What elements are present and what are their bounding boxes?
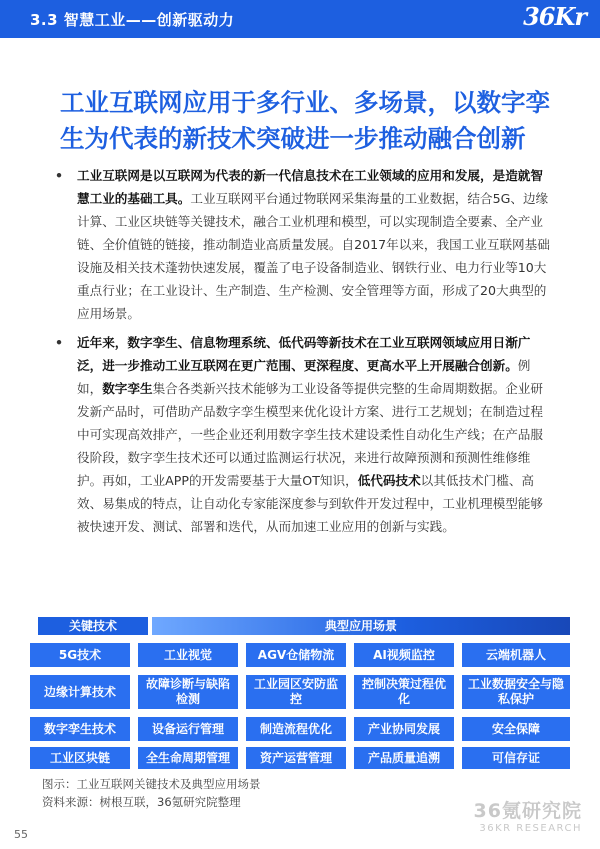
scene-tile: 云端机器人 <box>462 643 570 667</box>
scene-tile: 产业协同发展 <box>354 717 454 741</box>
key-tech-header: 关键技术 <box>38 617 148 635</box>
bullet-marker: • <box>55 168 64 183</box>
watermark-en: 36KR RESEARCH <box>479 823 582 834</box>
tech-tile: 工业区块链 <box>30 747 130 769</box>
scene-tile: 安全保障 <box>462 717 570 741</box>
bullet-bold-term: 数字孪生 <box>102 381 153 396</box>
page-headline: 工业互联网应用于多行业、多场景，以数字孪生为代表的新技术突破进一步推动融合创新 <box>60 88 550 153</box>
scene-tile: AGV仓储物流 <box>246 643 346 667</box>
page-number: 55 <box>14 828 28 841</box>
bullet-text: 例如， <box>77 358 531 396</box>
bullet-item <box>55 331 555 538</box>
bullet-marker: • <box>55 335 64 350</box>
scene-tile: 故障诊断与缺陷检测 <box>138 675 238 709</box>
scene-tile: AI视频监控 <box>354 643 454 667</box>
tech-tile: 5G技术 <box>30 643 130 667</box>
section-title: 3.3 智慧工业——创新驱动力 <box>30 11 235 29</box>
watermark <box>474 796 582 834</box>
bullet-bold-term: 低代码技术 <box>357 473 421 488</box>
bullet-bold-lead: 工业互联网是以互联网为代表的新一代信息技术在工业领域的应用和发展，是造就智慧工业的基础工具。 <box>77 168 543 206</box>
tech-tile: 边缘计算技术 <box>30 675 130 709</box>
bullet-text: 工业互联网平台通过物联网采集海量的工业数据，结合5G、边缘计算、工业区块链等关键技术，融合工业机理和模型，可以实现制造全要素、全产业链、全价值链的链接，推动制造业高质量发展。自2017年以来，我国工业互联网基础设施及相关技术蓬勃快速发展，覆盖了电子设备制造业、钢铁行业、电力行业等10大重点行业；在工业设计、生产制造、生产检测、安全管理等方面，形成了20大典型的应用场景。 <box>77 191 550 321</box>
bullet-item <box>55 164 555 325</box>
source-caption: 资料来源：树根互联，36氪研究院整理 <box>42 795 241 809</box>
tech-scenario-diagram <box>30 617 570 765</box>
scenario-header: 典型应用场景 <box>152 617 570 635</box>
scene-tile: 设备运行管理 <box>138 717 238 741</box>
brand-logo: 36Kr <box>523 2 586 31</box>
diagram-row <box>30 717 570 741</box>
diagram-row <box>30 747 570 769</box>
scene-tile: 工业数据安全与隐私保护 <box>462 675 570 709</box>
bullet-bold-lead: 近年来，数字孪生、信息物理系统、低代码等新技术在工业互联网领域应用日渐广泛，进一步推动工业互联网在更广范围、更深程度、更高水平上开展融合创新。 <box>77 335 531 373</box>
diagram-row <box>30 675 570 709</box>
bullet-text: 集合各类新兴技术能够为工业设备等提供完整的生命周期数据。企业研发新产品时，可借助产品数字孪生模型来优化设计方案、进行工艺规划；在制造过程中可实现高效排产，一些企业还利用数字孪生技术建设柔性自动化生产线；在产品服役阶段，数字孪生技术还可以通过监测运行状况，来进行故障预测和预测性维修维护。再如，工业APP的开发需要基于大量OT知识， <box>77 381 543 488</box>
diagram-row <box>30 643 570 667</box>
scene-tile: 可信存证 <box>462 747 570 769</box>
diagram-header <box>30 617 570 635</box>
scene-tile: 全生命周期管理 <box>138 747 238 769</box>
figure-caption: 图示：工业互联网关键技术及典型应用场景 <box>42 777 261 791</box>
scene-tile: 工业园区安防监控 <box>246 675 346 709</box>
bullet-text: 以其低技术门槛、高效、易集成的特点，让自动化专家能深度参与到软件开发过程中，工业机理模型能够被快速开发、测试、部署和迭代，从而加速工业应用的创新与实践。 <box>77 473 543 534</box>
bullet-list <box>55 164 555 538</box>
scene-tile: 控制决策过程优化 <box>354 675 454 709</box>
tech-tile: 数字孪生技术 <box>30 717 130 741</box>
watermark-cn: 36氪研究院 <box>473 800 582 822</box>
scene-tile: 产品质量追溯 <box>354 747 454 769</box>
top-banner <box>0 0 600 38</box>
scene-tile: 制造流程优化 <box>246 717 346 741</box>
scene-tile: 资产运营管理 <box>246 747 346 769</box>
scene-tile: 工业视觉 <box>138 643 238 667</box>
